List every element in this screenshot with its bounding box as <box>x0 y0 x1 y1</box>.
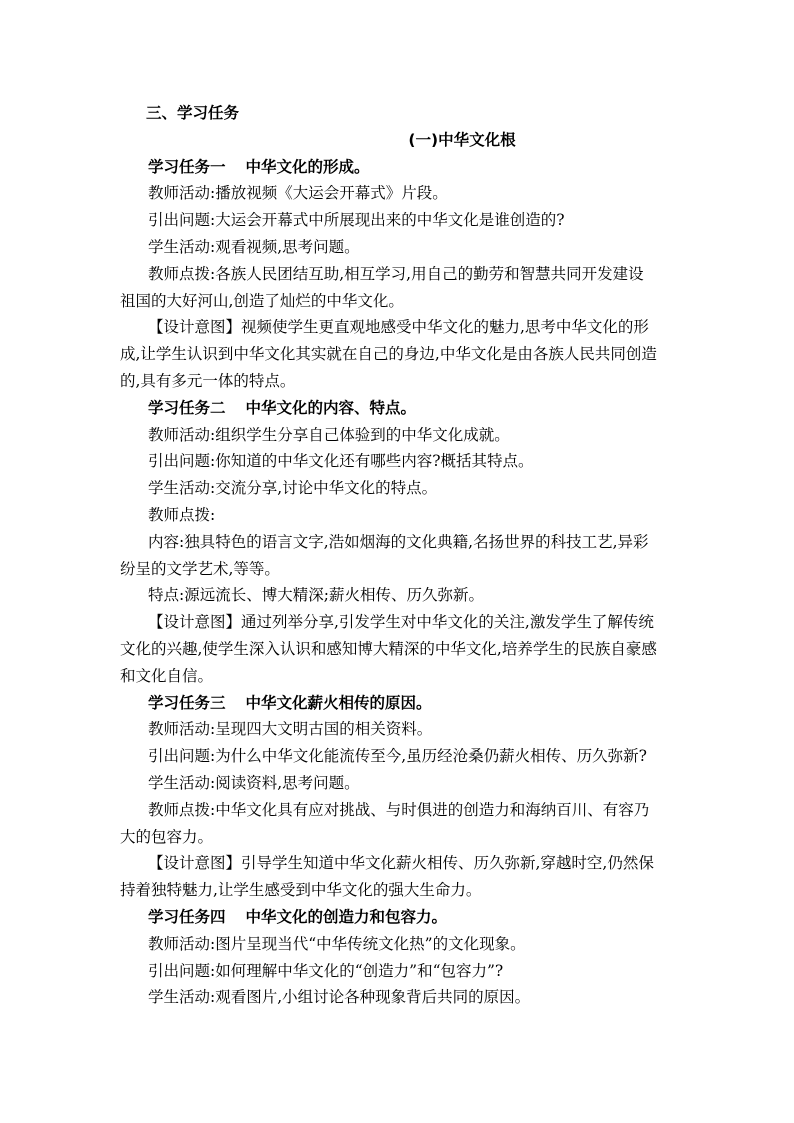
paragraph-line: 特点:源远流长、博大精深;薪火相传、历久弥新。 <box>148 586 484 605</box>
document-body <box>120 100 676 1011</box>
paragraph-line: 【设计意图】通过列举分享,引发学生对中华文化的关注,激发学生了解传统 <box>148 613 654 632</box>
task-title-prefix: 学习任务三 <box>148 693 226 712</box>
paragraph-line: 教师点拨:各族人民团结互助,相互学习,用自己的勤劳和智慧共同开发建设 <box>148 264 644 283</box>
task-title <box>148 154 676 181</box>
paragraph-line: 引出问题:如何理解中华文化的“创造力”和“包容力”? <box>148 961 504 980</box>
paragraph-line: 纷呈的文学艺术,等等。 <box>120 559 280 578</box>
paragraph-line: 【设计意图】引导学生知道中华文化薪火相传、历久弥新,穿越时空,仍然保 <box>148 854 654 873</box>
paragraph-line: 学生活动:阅读资料,思考问题。 <box>148 773 360 792</box>
paragraph-line: 学生活动:交流分享,讨论中华文化的特点。 <box>148 479 438 498</box>
paragraph-line: 【设计意图】视频使学生更直观地感受中华文化的魅力,思考中华文化的形 <box>148 318 649 337</box>
paragraph-line: 引出问题:大运会开幕式中所展现出来的中华文化是谁创造的? <box>148 211 565 230</box>
paragraph-line: 祖国的大好河山,创造了灿烂的中华文化。 <box>120 291 404 310</box>
paragraph-line: 教师活动:图片呈现当代“中华传统文化热”的文化现象。 <box>148 934 526 953</box>
task-title <box>148 395 676 422</box>
paragraph-line: 持着独特魅力,让学生感受到中华文化的强大生命力。 <box>120 881 482 900</box>
task-title-text: 中华文化的形成。 <box>245 157 370 176</box>
paragraph-line: 和文化自信。 <box>120 666 214 685</box>
paragraph-line: 引出问题:你知道的中华文化还有哪些内容?概括其特点。 <box>148 452 534 471</box>
paragraph-line: 教师活动:组织学生分享自己体验到的中华文化成就。 <box>148 425 510 444</box>
task-title-prefix: 学习任务一 <box>148 157 226 176</box>
paragraph-line: 大的包容力。 <box>120 827 214 846</box>
task-title <box>148 690 676 717</box>
paragraph-line: 学生活动:观看视频,思考问题。 <box>148 237 360 256</box>
paragraph-line: 教师点拨: <box>148 505 216 524</box>
task-title-prefix: 学习任务二 <box>148 398 226 417</box>
task-title-text: 中华文化薪火相传的原因。 <box>245 693 432 712</box>
paragraph-line: 教师活动:播放视频《大运会开幕式》片段。 <box>148 184 448 203</box>
sub-heading: (一)中华文化根 <box>408 130 516 149</box>
paragraph-line: 教师点拨:中华文化具有应对挑战、与时俱进的创造力和海纳百川、有容乃 <box>148 800 650 819</box>
paragraph-line: 内容:独具特色的语言文字,浩如烟海的文化典籍,名扬世界的科技工艺,异彩 <box>148 532 649 551</box>
paragraph-line: 学生活动:观看图片,小组讨论各种现象背后共同的原因。 <box>148 988 531 1007</box>
task-title <box>148 904 676 931</box>
task-title-text: 中华文化的内容、特点。 <box>245 398 417 417</box>
section-heading: 三、学习任务 <box>146 104 240 122</box>
task-title-prefix: 学习任务四 <box>148 907 226 926</box>
paragraph-line: 的,具有多元一体的特点。 <box>120 371 296 390</box>
paragraph-line: 文化的兴趣,使学生深入认识和感知博大精深的中华文化,培养学生的民族自豪感 <box>120 639 657 658</box>
paragraph-line: 成,让学生认识到中华文化其实就在自己的身边,中华文化是由各族人民共同创造 <box>120 345 657 364</box>
task-title-text: 中华文化的创造力和包容力。 <box>245 907 448 926</box>
paragraph-line: 教师活动:呈现四大文明古国的相关资料。 <box>148 720 433 739</box>
paragraph-line: 引出问题:为什么中华文化能流传至今,虽历经沧桑仍薪火相传、历久弥新? <box>148 747 647 766</box>
